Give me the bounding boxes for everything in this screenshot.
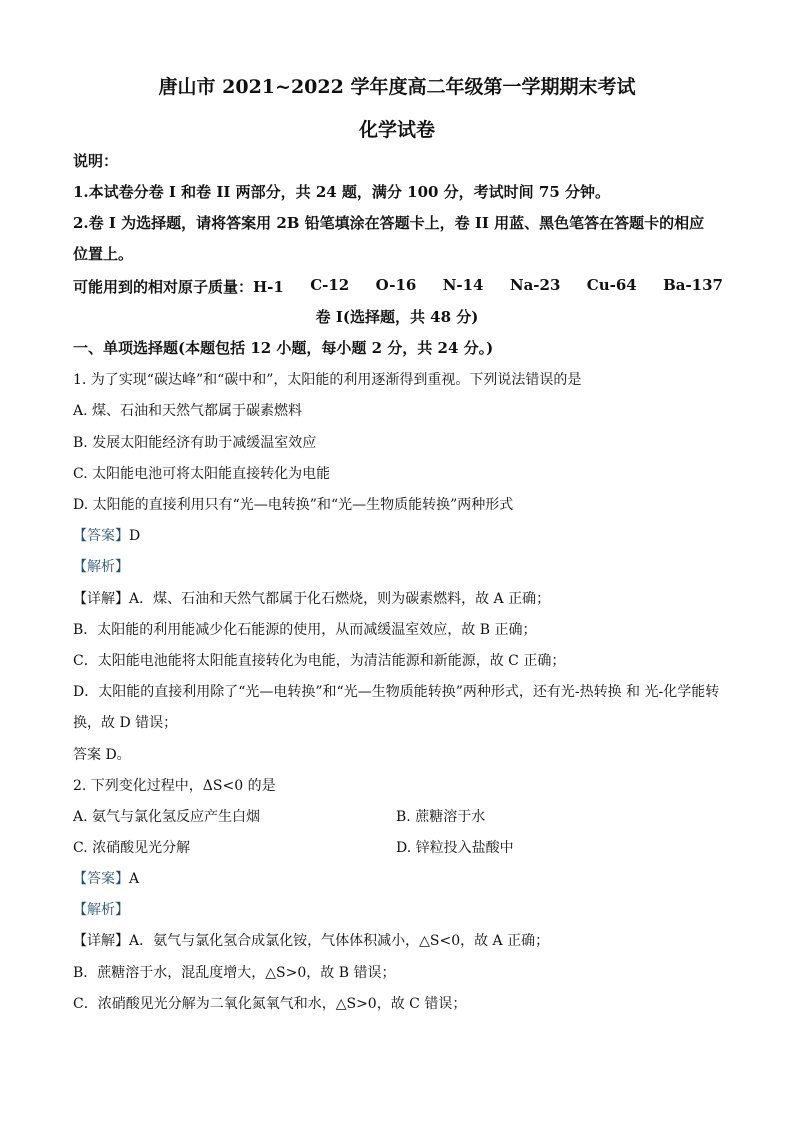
instruction-line-2a: 2.卷 I 为选择题，请将答案用 2B 铅笔填涂在答题卡上，卷 II 用蓝、黑色笔答在答题卡的相应 bbox=[73, 214, 705, 232]
detail-tag: 【详解】 bbox=[73, 933, 129, 949]
q2-option-d: D. 锌粒投入盐酸中 bbox=[396, 840, 514, 856]
instructions-label: 说明： bbox=[73, 152, 119, 170]
exam-subtitle: 化学试卷 bbox=[358, 119, 435, 141]
q2-option-a: A. 氨气与氯化氢反应产生白烟 bbox=[73, 809, 261, 825]
detail-text: A．氨气与氯化氢合成氯化铵，气体体积减小，△S<0，故 A 正确； bbox=[129, 933, 550, 949]
q2-detail-line-2: B．蔗糖溶于水，混乱度增大，△S>0，故 B 错误； bbox=[73, 965, 396, 981]
exam-title: 唐山市 2021~2022 学年度高二年级第一学期期末考试 bbox=[158, 76, 636, 98]
instruction-line-1: 1.本试卷分卷 I 和卷 II 两部分，共 24 题，满分 100 分，考试时间 75 分钟。 bbox=[73, 183, 610, 201]
q1-detail-line-4: D．太阳能的直接利用除了“光—电转换”和“光—生物质能转换”两种形式，还有光-热转换 和 光-化学能转 bbox=[73, 684, 720, 700]
q2-analysis bbox=[73, 899, 129, 919]
q2-option-c: C. 浓硝酸见光分解 bbox=[73, 840, 191, 856]
atomic-mass-item: N-14 bbox=[442, 276, 484, 294]
q1-option-a: A. 煤、石油和天然气都属于碳素燃料 bbox=[73, 403, 303, 419]
part1-header: 一、单项选择题(本题包括 12 小题，每小题 2 分，共 24 分。) bbox=[73, 339, 494, 357]
q1-detail-line-3: C．太阳能电池能将太阳能直接转化为电能，为清洁能源和新能源，故 C 正确； bbox=[73, 653, 566, 669]
q1-conclusion: 答案 D。 bbox=[73, 747, 131, 763]
atomic-masses-label: 可能用到的相对原子质量：H-1 bbox=[73, 278, 284, 296]
q2-option-b: B. 蔗糖溶于水 bbox=[396, 809, 486, 825]
atomic-mass-item: Cu-64 bbox=[586, 276, 637, 294]
q1-detail-line-5: 换，故 D 错误； bbox=[73, 715, 178, 731]
q1-option-c: C. 太阳能电池可将太阳能直接转化为电能 bbox=[73, 466, 331, 482]
q1-option-d: D. 太阳能的直接利用只有“光—电转换”和“光—生物质能转换”两种形式 bbox=[73, 497, 514, 513]
atomic-mass-item: Na-23 bbox=[509, 276, 561, 294]
detail-text: A．煤、石油和天然气都属于化石燃烧，则为碳素燃料，故 A 正确； bbox=[129, 591, 551, 607]
atomic-mass-item: O-16 bbox=[375, 276, 417, 294]
q1-analysis bbox=[73, 556, 129, 576]
q1-option-b: B. 发展太阳能经济有助于减缓温室效应 bbox=[73, 435, 317, 451]
answer-tag: 【答案】 bbox=[73, 528, 129, 544]
analysis-tag: 【解析】 bbox=[73, 559, 129, 575]
q2-stem: 2. 下列变化过程中，ΔS<0 的是 bbox=[73, 778, 276, 794]
section-header: 卷 I(选择题，共 48 分) bbox=[315, 308, 479, 326]
q1-answer bbox=[73, 525, 140, 545]
detail-tag: 【详解】 bbox=[73, 591, 129, 607]
instruction-line-2b: 位置上。 bbox=[73, 245, 134, 263]
answer-value: D bbox=[129, 528, 141, 544]
atomic-masses-row bbox=[73, 276, 723, 297]
atomic-mass-item: Ba-137 bbox=[663, 276, 723, 294]
q1-stem: 1. 为了实现“碳达峰”和“碳中和”，太阳能的利用逐渐得到重视。下列说法错误的是 bbox=[73, 372, 582, 388]
q1-detail-line-1 bbox=[73, 588, 550, 608]
q2-detail-line-1 bbox=[73, 930, 549, 950]
q2-answer bbox=[73, 868, 139, 888]
analysis-tag: 【解析】 bbox=[73, 902, 129, 918]
q2-detail-line-3: C．浓硝酸见光分解为二氧化氮氧气和水，△S>0，故 C 错误； bbox=[73, 996, 467, 1012]
answer-tag: 【答案】 bbox=[73, 871, 129, 887]
atomic-mass-item: C-12 bbox=[310, 276, 350, 294]
q1-detail-line-2: B．太阳能的利用能减少化石能源的使用，从而减缓温室效应，故 B 正确； bbox=[73, 622, 537, 638]
answer-value: A bbox=[129, 871, 140, 887]
